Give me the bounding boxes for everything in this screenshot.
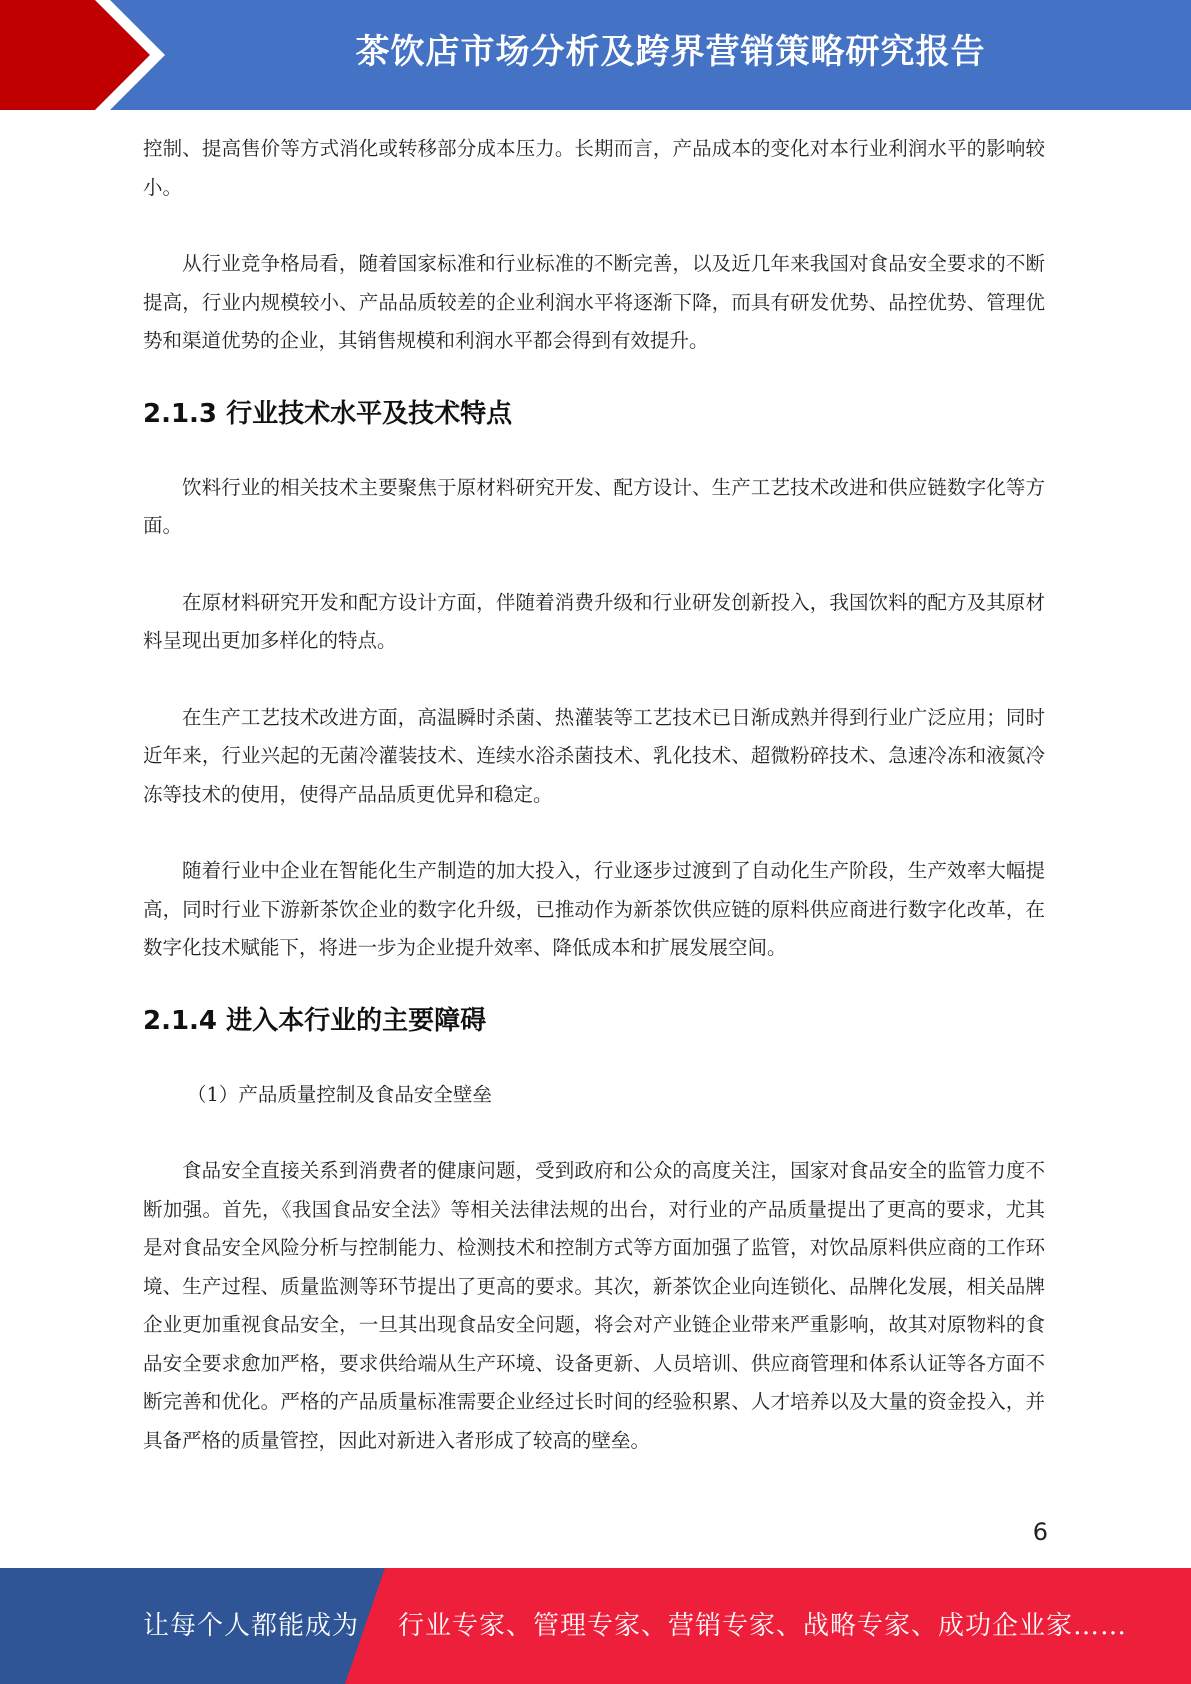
paragraph-tech-overview: 饮料行业的相关技术主要聚焦于原材料研究开发、配方设计、生产工艺技术改进和供应链数字化等方面。 (143, 475, 1045, 537)
footer-slogan-left: 让每个人都能成为 (143, 1611, 360, 1641)
section-heading-2-1-3: 2.1.3 行业技术水平及技术特点 (143, 398, 513, 429)
page-footer (0, 1568, 1191, 1684)
paragraph-continuation: 控制、提高售价等方式消化或转移部分成本压力。长期而言，产品成本的变化对本行业利润水平的影响较小。 (143, 137, 1045, 199)
paragraph-competition: 从行业竞争格局看，随着国家标准和行业标准的不断完善，以及近几年来我国对食品安全要求的不断提高，行业内规模较小、产品品质较差的企业利润水平将逐渐下降，而具有研发优势、品控优势、管理优势和渠道优势的企业，其销售规模和利润水平都会得到有效提升。 (143, 252, 1045, 352)
page-header (0, 0, 1191, 110)
header-arrow-decoration (0, 0, 180, 110)
footer-slogan-right: 行业专家、管理专家、营销专家、战略专家、成功企业家…… (398, 1611, 1128, 1641)
paragraph-digitalization: 随着行业中企业在智能化生产制造的加大投入，行业逐步过渡到了自动化生产阶段，生产效率大幅提高，同时行业下游新茶饮企业的数字化升级，已推动作为新茶饮供应链的原料供应商进行数字化改革，在数字化技术赋能下，将进一步为企业提升效率、降低成本和扩展发展空间。 (143, 859, 1045, 959)
paragraph-process: 在生产工艺技术改进方面，高温瞬时杀菌、热灌装等工艺技术已日渐成熟并得到行业广泛应用；同时近年来，行业兴起的无菌冷灌装技术、连续水浴杀菌技术、乳化技术、超微粉碎技术、急速冷冻和液氮冷冻等技术的使用，使得产品品质更优异和稳定。 (143, 705, 1045, 806)
document-body (143, 130, 1045, 1460)
subheading-item-1: （1）产品质量控制及食品安全壁垒 (187, 1082, 492, 1106)
section-heading-2-1-4: 2.1.4 进入本行业的主要障碍 (143, 1005, 487, 1036)
page-number: 6 (1032, 1518, 1048, 1546)
report-title: 茶饮店市场分析及跨界营销策略研究报告 (355, 32, 986, 72)
paragraph-food-safety: 食品安全直接关系到消费者的健康问题，受到政府和公众的高度关注，国家对食品安全的监管力度不断加强。首先，《我国食品安全法》等相关法律法规的出台，对行业的产品质量提出了更高的要求，尤其是对食品安全风险分析与控制能力、检测技术和控制方式等方面加强了监管，对饮品原料供应商的工作环境、生产过程、质量监测等环节提出了更高的要求。其次，新茶饮企业向连锁化、品牌化发展，相关品牌企业更加重视食品安全，一旦其出现食品安全问题，将会对产业链企业带来严重影响，故其对原物料的食品安全要求愈加严格，要求供给端从生产环境、设备更新、人员培训、供应商管理和体系认证等各方面不断完善和优化。严格的产品质量标准需要企业经过长时间的经验积累、人才培养以及大量的资金投入，并具备严格的质量管控，因此对新进入者形成了较高的壁垒。 (143, 1159, 1045, 1452)
paragraph-materials: 在原材料研究开发和配方设计方面，伴随着消费升级和行业研发创新投入，我国饮料的配方及其原材料呈现出更加多样化的特点。 (143, 590, 1045, 652)
